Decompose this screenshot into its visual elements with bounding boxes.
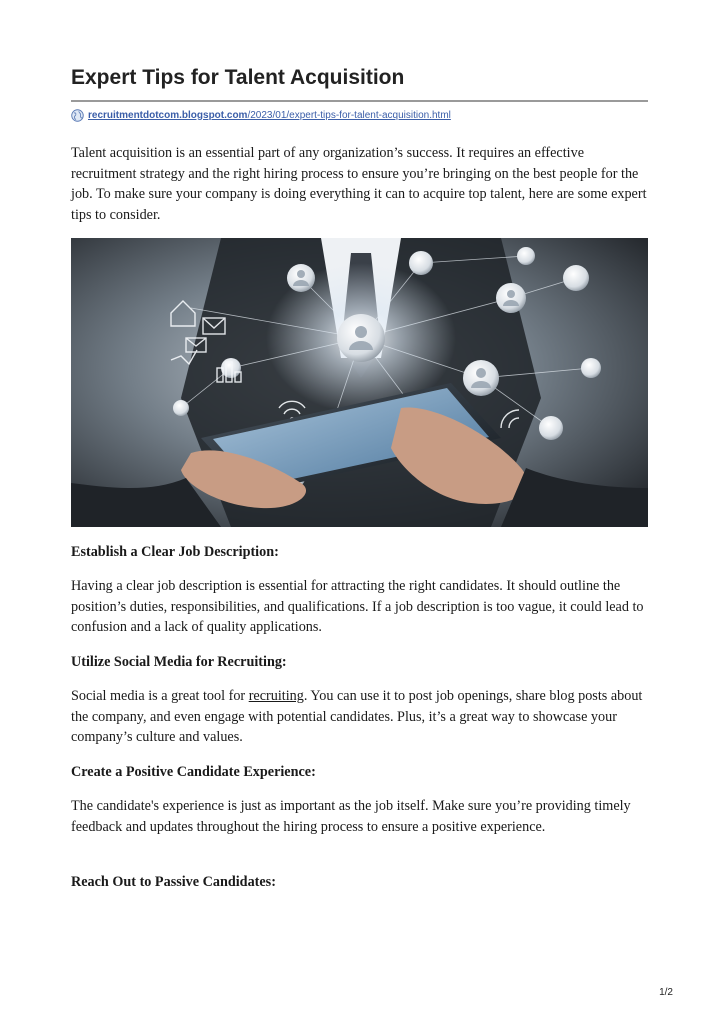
source-link[interactable] <box>71 108 451 122</box>
hero-image <box>71 238 648 527</box>
section-heading: Reach Out to Passive Candidates: <box>71 874 276 890</box>
globe-icon <box>71 109 84 122</box>
section-heading: Utilize Social Media for Recruiting: <box>71 654 287 670</box>
recruiting-link[interactable]: recruiting <box>248 688 304 704</box>
intro-paragraph: Talent acquisition is an essential part of any organization’s success. It requires an effective recruitment strategy and the right hiring process to ensure you’re bringing on the best people for the job. To make sure your company is doing everything it can to acquire top talent, here are some expert tips to consider. <box>71 145 647 223</box>
page-title: Expert Tips for Talent Acquisition <box>71 66 405 89</box>
source-path[interactable]: /2023/01/expert-tips-for-talent-acquisition.html <box>247 109 451 121</box>
section-body: Having a clear job description is essential for attracting the right candidates. It should outline the position’s duties, responsibilities, and qualifications. If a job description is too vague, it could lead to confusion and a lack of quality applications. <box>71 578 644 635</box>
section-body <box>71 686 648 748</box>
title-divider <box>71 100 648 102</box>
section-body: The candidate's experience is just as important as the job itself. Make sure you’re providing timely feedback and updates throughout the hiring process to ensure a positive experience. <box>71 798 631 835</box>
source-domain[interactable]: recruitmentdotcom.blogspot.com <box>88 109 248 121</box>
section-body-text: Social media is a great tool for <box>71 688 249 704</box>
section-heading: Create a Positive Candidate Experience: <box>71 764 316 780</box>
section-body-text: . You can use it to post job openings, share blog posts about the company, and even engage with potential candidates. Plus, it’s a great way to showcase your company’s culture and values. <box>71 688 643 745</box>
section-heading: Establish a Clear Job Description: <box>71 544 279 560</box>
page-number: 1/2 <box>659 987 673 998</box>
